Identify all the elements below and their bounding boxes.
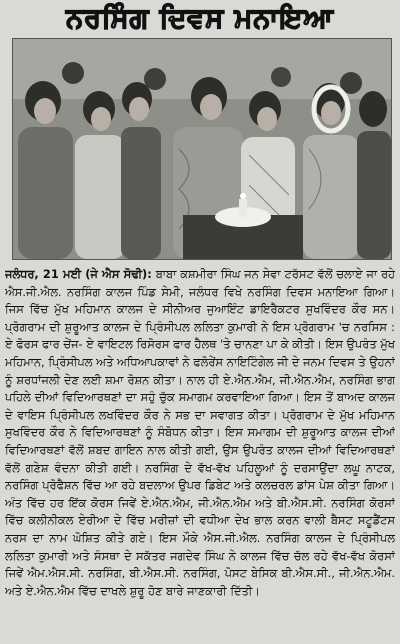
headline: ਨਰਸਿੰਗ ਦਿਵਸ ਮਨਾਇਆ	[66, 3, 334, 34]
dateline: ਜਲੰਧਰ, 21 ਮਈ (ਜੇ ਐਸ ਸੋਢੀ):	[5, 267, 152, 281]
article-body	[5, 266, 395, 640]
article-text: ਬਾਬਾ ਕਸ਼ਮੀਰਾ ਸਿੰਘ ਜਨ ਸੇਵਾ ਟਰੱਸਟ ਵੱਲੋਂ ਚਲਾਏ ਜਾ ਰਹੇ ਐਸ.ਜੀ.ਐਲ. ਨਰਸਿੰਗ ਕਾਲਜ ਪਿੰਡ ਸੇਮੀ, ਜਲੰਧਰ ਵਿਖੇ ਨਰਸਿੰਗ ਦਿਵਸ ਮਨਾਇਆ ਗਿਆ। ਜਿਸ ਵਿੱਚ ਮੁੱਖ ਮਹਿਮਾਨ ਕਾਲਜ ਦੇ ਸੀਨੀਅਰ ਜੁਆਇੰਟ ਡਾਇਰੈਕਟਰ ਸੁਖਵਿੰਦਰ ਕੌਰ ਸਨ। ਪ੍ਰੋਗਰਾਮ ਦੀ ਸ਼ੁਰੂਆਤ ਕਾਲਜ ਦੇ ਪ੍ਰਿੰਸੀਪਲ ਲਲਿਤਾ ਕੁਮਾਰੀ ਨੇ ਇਸ ਪ੍ਰੋਗਰਾਮ 'ਚ ਨਰਸਿਸ : ਏ ਫੋਰਸ ਫਾਰ ਚੇਂਜ- ਏ ਵਾਇਟਲ ਰਿਸੋਰਸ ਫਾਰ ਹੈਲਥ 'ਤੇ ਚਾਨਣਾ ਪਾ ਕੇ ਕੀਤੀ। ਇਸ ਉਪਰੰਤ ਮੁੱਖ ਮਹਿਮਾਨ, ਪ੍ਰਿੰਸੀਪਲ ਅਤੇ ਅਧਿਆਪਕਾਵਾਂ ਨੇ ਫਲੋਰੇਂਸ ਨਾਇਟਿੰਗੇਲ ਜੀ ਦੇ ਜਨਮ ਦਿਵਸ ਤੇ ਉਹਨਾਂ ਨੂੰ ਸ਼ਰਧਾਂਜਲੀ ਦੇਣ ਲਈ ਸ਼ਮਾ ਰੋਸ਼ਨ ਕੀਤਾ। ਨਾਲ ਹੀ ਏ.ਐਨ.ਐਮ, ਜੀ.ਐਨ.ਐਮ, ਨਰਸਿੰਗ ਭਾਗ ਪਹਿਲੇ ਦੀਆਂ ਵਿਦਿਆਰਥਣਾਂ ਦਾ ਸਹੁੰ ਚੁੱਕ ਸਮਾਗਮ ਕਰਵਾਇਆ ਗਿਆ। ਇਸ ਤੋਂ ਬਾਅਦ ਕਾਲਜ ਦੇ ਵਾਇਸ ਪ੍ਰਿੰਸੀਪਲ ਲਖਵਿੰਦਰ ਕੌਰ ਨੇ ਸਭ ਦਾ ਸਵਾਗਤ ਕੀਤਾ। ਪ੍ਰੋਗਰਾਮ ਦੇ ਮੁੱਖ ਮਹਿਮਾਨ ਸੁਖਵਿੰਦਰ ਕੌਰ ਨੇ ਵਿਦਿਆਰਥਣਾਂ ਨੂੰ ਸੰਬੋਧਨ ਕੀਤਾ। ਇਸ ਸਮਾਗਮ ਦੀ ਸ਼ੁਰੂਆਤ ਕਾਲਜ ਦੀਆਂ ਵਿਦਿਆਰਥਣਾਂ ਵੱਲੋਂ ਸ਼ਬਦ ਗਾਇਨ ਨਾਲ ਕੀਤੀ ਗਈ, ਉਸ ਉਪਰੰਤ ਕਾਲਜ ਦੀਆਂ ਵਿਦਿਆਰਥਣਾਂ ਵੱਲੋਂ ਗਣੇਸ਼ ਵੰਦਨਾ ਕੀਤੀ ਗਈ। ਨਰਸਿੰਗ ਦੇ ਵੱਖ-ਵੱਖ ਪਹਿਲੂਆਂ ਨੂੰ ਦਰਸਾਉਂਦਾ ਲਘੂ ਨਾਟਕ, ਨਰਸਿੰਗ ਪ੍ਰੋਫੈਸ਼ਨ ਵਿੱਚ ਆ ਰਹੇ ਬਦਲਾਅ ਉਪਰ ਡਿਬੇਟ ਅਤੇ ਕਲਚਰਲ ਡਾਂਸ ਪੇਸ਼ ਕੀਤਾ ਗਿਆ। ਅੰਤ ਵਿੱਚ ਹਰ ਇੱਕ ਕੋਰਸ ਜਿਵੇਂ ਏ.ਐਨ.ਐਮ, ਜੀ.ਐਨ.ਐਮ ਅਤੇ ਬੀ.ਐਸ.ਸੀ. ਨਰਸਿੰਗ ਕੋਰਸਾਂ ਵਿੱਚ ਕਲੀਨੀਕਲ ਏਰੀਆ ਦੇ ਵਿੱਚ ਮਰੀਜ਼ਾਂ ਦੀ ਵਧੀਆ ਦੇਖ ਭਾਲ ਕਰਨ ਵਾਲੀ ਬੈਸਟ ਸਟੂਡੈਂਟਸ ਨਰਸ ਦਾ ਨਾਮ ਘੋਸ਼ਿਤ ਕੀਤੇ ਗਏ। ਇਸ ਮੌਕੇ ਐਸ.ਜੀ.ਐਲ. ਨਰਸਿੰਗ ਕਾਲਜ ਦੇ ਪ੍ਰਿੰਸੀਪਲ ਲਲਿਤਾ ਕੁਮਾਰੀ ਅਤੇ ਸੰਸਥਾ ਦੇ ਸਕੱਤਰ ਜਗਦੇਵ ਸਿੰਘ ਨੇ ਕਾਲਜ ਵਿੱਚ ਚੱਲ ਰਹੇ ਵੱਖ-ਵੱਖ ਕੋਰਸਾਂ ਜਿਵੇਂ ਐਮ.ਐਸ.ਸੀ. ਨਰਸਿੰਗ, ਬੀ.ਐਸ.ਸੀ. ਨਰਸਿੰਗ, ਪੋਸਟ ਬੇਸਿਕ ਬੀ.ਐਸ.ਸੀ., ਜੀ.ਐਨ.ਐਮ. ਅਤੇ ਏ.ਐਨ.ਐਮ ਵਿੱਚ ਦਾਖਲੇ ਸ਼ੁਰੂ ਹੋਣ ਬਾਰੇ ਜਾਣਕਾਰੀ ਦਿੱਤੀ।	[5, 267, 395, 598]
event-photo	[12, 38, 392, 260]
